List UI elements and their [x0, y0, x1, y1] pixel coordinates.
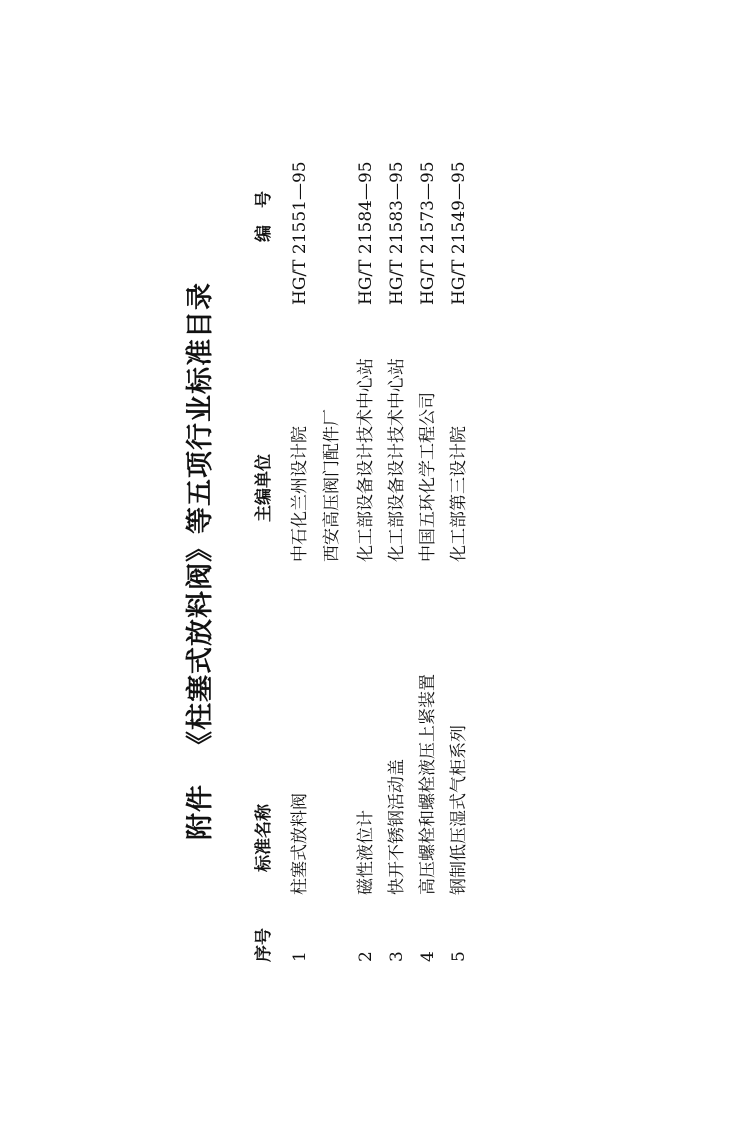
- row-seq: 5: [449, 951, 469, 962]
- title-prefix: 附件: [185, 784, 216, 840]
- row-name: 快开不锈钢活动盖: [387, 759, 407, 895]
- header-code: 编 号: [254, 191, 274, 242]
- row-seq: 4: [418, 951, 438, 962]
- row-unit: 西安高压阀门配件厂: [322, 409, 342, 562]
- row-unit: 中国五环化学工程公司: [418, 392, 438, 562]
- header-unit: 主编单位: [254, 454, 274, 522]
- row-unit: 化工部第三设计院: [449, 426, 469, 562]
- row-code: HG/T 21584—95: [356, 161, 376, 305]
- row-name: 磁性液位计: [356, 810, 376, 895]
- row-code: HG/T 21573—95: [418, 161, 438, 305]
- row-code: HG/T 21551—95: [290, 161, 310, 305]
- row-name: 柱塞式放料阀: [290, 793, 310, 895]
- header-seq: 序号: [254, 928, 274, 962]
- row-unit: 化工部设备设计技术中心站: [356, 358, 376, 562]
- row-seq: 3: [387, 951, 407, 962]
- row-unit: 中石化兰州设计院: [290, 426, 310, 562]
- row-name: 高压螺栓和螺栓液压上紧装置: [418, 674, 438, 895]
- header-name: 标准名称: [254, 804, 274, 872]
- title-text: 《柱塞式放料阀》等五项行业标准目录: [185, 282, 216, 758]
- row-code: HG/T 21583—95: [387, 161, 407, 305]
- row-name: 钢制低压湿式气柜系列: [449, 725, 469, 895]
- row-seq: 2: [356, 951, 376, 962]
- page-title: [178, 0, 217, 1122]
- row-seq: 1: [290, 951, 310, 962]
- row-unit: 化工部设备设计技术中心站: [387, 358, 407, 562]
- row-code: HG/T 21549—95: [449, 161, 469, 305]
